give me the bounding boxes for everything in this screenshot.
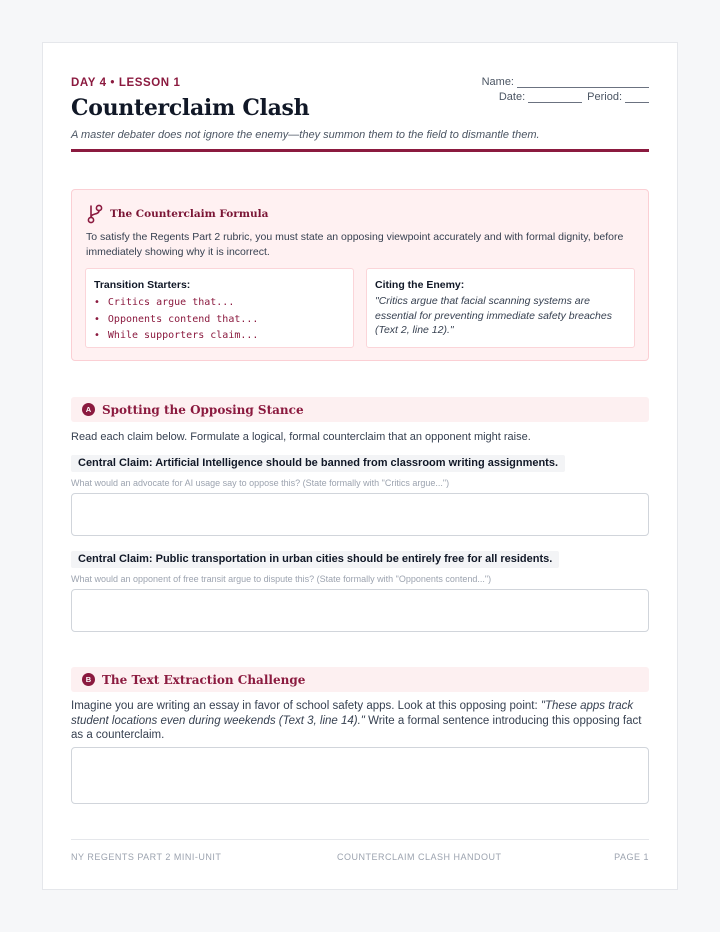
citing-enemy-title: Citing the Enemy: <box>375 279 465 291</box>
footer-page-number: PAGE 1 <box>614 852 649 862</box>
formula-description: To satisfy the Regents Part 2 rubric, you must state an opposing viewpoint accurately and with formal dignity, before immediately showing why it is incorrect. <box>86 231 624 258</box>
transition-starters-card <box>85 268 354 348</box>
page-footer <box>71 839 649 879</box>
section-b-instructions <box>71 699 653 743</box>
page-title: Counterclaim Clash <box>71 95 310 121</box>
formula-header <box>86 204 268 224</box>
formula-callout <box>71 189 649 361</box>
list-item: • Critics argue that... <box>94 295 258 312</box>
counterclaim-answer-1[interactable] <box>71 493 649 536</box>
section-b-outro: Write a formal sentence introducing this opposing fact as a counterclaim. <box>71 714 642 741</box>
footer-unit: NY REGENTS PART 2 MINI-UNIT <box>71 852 222 862</box>
counterclaim-answer-2[interactable] <box>71 589 649 632</box>
section-a-header <box>71 397 649 422</box>
section-b-badge: B <box>82 673 95 686</box>
lesson-eyebrow: DAY 4 • LESSON 1 <box>71 77 181 89</box>
branch-icon <box>86 204 104 224</box>
date-label: Date: <box>498 91 526 103</box>
central-claim-1: Central Claim: Artificial Intelligence should be banned from classroom writing assignments. <box>71 455 565 472</box>
central-claim-2: Central Claim: Public transportation in urban cities should be entirely free for all residents. <box>71 551 559 568</box>
extraction-answer[interactable] <box>71 747 649 804</box>
header-divider <box>71 149 649 152</box>
name-field-row <box>389 73 649 88</box>
citing-enemy-example: "Critics argue that facial scanning systems are essential for preventing immediate safety breaches (Text 2, line 12)." <box>375 295 612 336</box>
name-label: Name: <box>481 76 514 88</box>
claim-2-hint: What would an opponent of free transit argue to dispute this? (State formally with "Opponents contend...") <box>71 574 492 584</box>
list-item: • Opponents contend that... <box>94 312 258 329</box>
formula-title: The Counterclaim Formula <box>110 208 269 220</box>
section-a-title: Spotting the Opposing Stance <box>102 402 304 417</box>
section-a-badge: A <box>82 403 95 416</box>
transition-starters-title: Transition Starters: <box>94 279 191 291</box>
section-b-intro: Imagine you are writing an essay in favor of school safety apps. Look at this opposing point: <box>71 700 541 712</box>
name-blank[interactable] <box>517 77 649 88</box>
date-period-row <box>389 88 649 103</box>
student-info-fields <box>389 73 649 103</box>
list-item: • While supporters claim... <box>94 328 258 345</box>
date-blank[interactable] <box>528 92 582 103</box>
period-label: Period: <box>587 91 622 103</box>
footer-handout: COUNTERCLAIM CLASH HANDOUT <box>337 852 502 862</box>
period-blank[interactable] <box>625 92 649 103</box>
claim-1-hint: What would an advocate for AI usage say to oppose this? (State formally with "Critics argue...") <box>71 478 450 488</box>
page-subtitle: A master debater does not ignore the enemy—they summon them to the field to dismantle them. <box>71 129 540 141</box>
opposing-quote: "These apps track student locations even during weekends (Text 3, line 14)." <box>71 700 634 727</box>
section-a-instructions: Read each claim below. Formulate a logical, formal counterclaim that an opponent might raise. <box>71 431 531 443</box>
section-b-header <box>71 667 649 692</box>
transition-starters-list <box>94 295 258 345</box>
citing-enemy-card <box>366 268 635 348</box>
worksheet-page <box>42 42 678 890</box>
section-b-title: The Text Extraction Challenge <box>102 672 306 687</box>
